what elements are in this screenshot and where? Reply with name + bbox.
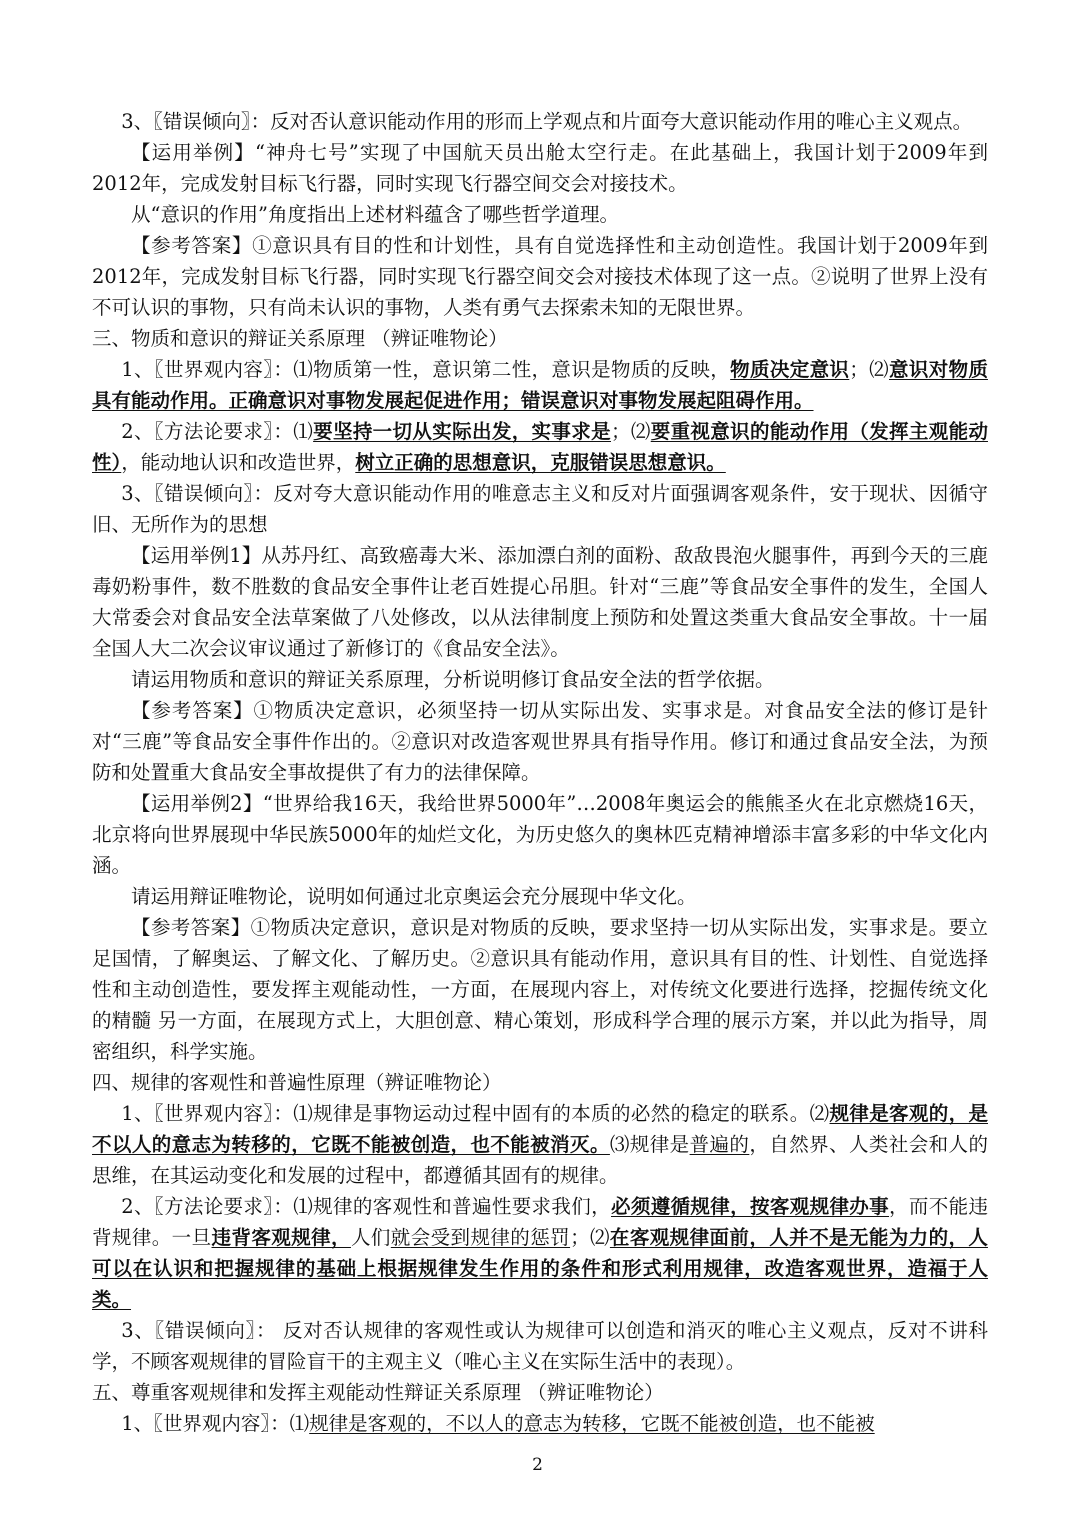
paragraph: [92, 199, 988, 230]
paragraph: [92, 788, 988, 881]
text-segment: ，能动地认识和改造世界，: [121, 451, 356, 474]
text-segment: 3、〖错误倾向〗： 反对否认规律的客观性或认为规律可以创造和消灭的唯心主义观点，反对不讲科学，不顾客观规律的冒险盲干的主观主义（唯心主义在实际生活中的表现）。: [92, 1319, 988, 1373]
text-segment: ；⑵: [611, 420, 651, 443]
paragraph: [92, 1098, 988, 1191]
emphasized-text: 意识对物质具有能动作用。正确意识对事物发展起促进作用；错误意识对事物发展起阻碍作用。: [92, 358, 988, 412]
emphasized-text: 违背客观规律，: [211, 1226, 351, 1249]
text-segment: ；⑵: [570, 1226, 610, 1249]
emphasized-text: 普遍的: [689, 1133, 750, 1156]
text-segment: 三、物质和意识的辩证关系原理 （辨证唯物论）: [92, 327, 508, 350]
paragraph: [92, 881, 988, 912]
paragraph: [92, 478, 988, 540]
paragraph: [92, 230, 988, 323]
text-segment: 3、〖错误倾向〗：反对夸大意识能动作用的唯意志主义和反对片面强调客观条件，安于现状、因循守旧、无所作为的思想: [92, 482, 988, 536]
text-segment: 1、〖世界观内容〗：⑴: [121, 1412, 310, 1435]
text-segment: ⑶规律是: [609, 1133, 690, 1156]
text-segment: 请运用辩证唯物论，说明如何通过北京奥运会充分展现中华文化。: [131, 885, 697, 908]
paragraph: [92, 1408, 988, 1439]
text-segment: 【参考答案】①意识具有目的性和计划性，具有自觉选择性和主动创造性。我国计划于2009年到2012年，完成发射目标飞行器，同时实现飞行器空间交会对接技术体现了这一点。②说明了世界上没有不可认识的事物，只有尚未认识的事物，人类有勇气去探索未知的无限世界。: [92, 234, 988, 319]
paragraph: [92, 106, 988, 137]
emphasized-text: 要重视意识的能动作用（发挥主观能动性）: [92, 420, 988, 474]
section-heading: [92, 323, 988, 354]
text-segment: 请运用物质和意识的辩证关系原理，分析说明修订食品安全法的哲学依据。: [131, 668, 775, 691]
text-segment: 四、规律的客观性和普遍性原理（辨证唯物论）: [92, 1071, 502, 1094]
paragraph: [92, 416, 988, 478]
text-segment: ，自然界、人类社会和人的思维，在其运动变化和发展的过程中，都遵循其固有的规律。: [92, 1133, 988, 1187]
emphasized-text: 规律是客观的，是不以人的意志为转移的，它既不能被创造，也不能被消灭。: [92, 1102, 988, 1156]
paragraph: [92, 137, 988, 199]
text-segment: 1、〖世界观内容〗：⑴物质第一性，意识第二性，意识是物质的反映，: [121, 358, 731, 381]
text-segment: 3、〖错误倾向〗：反对否认意识能动作用的形而上学观点和片面夸大意识能动作用的唯心主义观点。: [121, 110, 973, 133]
paragraph: [92, 695, 988, 788]
text-segment: 【运用举例1】从苏丹红、高致癌毒大米、添加漂白剂的面粉、敌敌畏泡火腿事件，再到今天的三鹿毒奶粉事件，数不胜数的食品安全事件让老百姓提心吊胆。针对“三鹿”等食品安全事件的发生，全国人大常委会对食品安全法草案做了八处修改，以从法律制度上预防和处置这类重大食品安全事故。十一届全国人大二次会议审议通过了新修订的《食品安全法》。: [92, 544, 988, 660]
paragraph: [92, 664, 988, 695]
text-segment: 【运用举例2】“世界给我16天，我给世界5000年”…2008年奥运会的熊熊圣火在北京燃烧16天，北京将向世界展现中华民族5000年的灿烂文化，为历史悠久的奥林匹克精神增添丰富多彩的中华文化内涵。: [92, 792, 988, 877]
section-heading: [92, 1377, 988, 1408]
paragraph: [92, 354, 988, 416]
text-segment: 【参考答案】①物质决定意识，必须坚持一切从实际出发、实事求是。对食品安全法的修订是针对“三鹿”等食品安全事件作出的。②意识对改造客观世界具有指导作用。修订和通过食品安全法，为预防和处置重大食品安全事故提供了有力的法律保障。: [92, 699, 988, 784]
section-heading: [92, 1067, 988, 1098]
emphasized-text: 就会受到规律的惩罚: [390, 1226, 571, 1249]
text-segment: 人们: [350, 1226, 391, 1249]
emphasized-text: 在客观规律面前，人并不是无能为力的，人可以在认识和把握规律的基础上根据规律发生作用的条件和形式利用规律，改造客观世界，造福于人类。: [92, 1226, 988, 1311]
paragraph: [92, 1315, 988, 1377]
text-segment: 五、尊重客观规律和发挥主观能动性辩证关系原理 （辨证唯物论）: [92, 1381, 664, 1404]
emphasized-text: 树立正确的思想意识，克服错误思想意识。: [355, 451, 726, 474]
text-segment: 从“意识的作用”角度指出上述材料蕴含了哪些哲学道理。: [131, 203, 619, 226]
page-number: 2: [532, 1455, 543, 1475]
emphasized-text: 规律是客观的，不以人的意志为转移，它既不能被创造，也不能被: [309, 1412, 875, 1435]
paragraph: [92, 912, 988, 1067]
emphasized-text: 要坚持一切从实际出发，实事求是: [313, 420, 611, 443]
emphasized-text: 必须遵循规律，按客观规律办事: [611, 1195, 890, 1218]
text-segment: ；⑵: [849, 358, 890, 381]
document-page: [92, 106, 988, 1439]
text-segment: 【参考答案】①物质决定意识，意识是对物质的反映，要求坚持一切从实际出发，实事求是。要立足国情，了解奥运、了解文化、了解历史。②意识具有能动作用，意识具有目的性、计划性、自觉选择性和主动创造性，要发挥主观能动性，一方面，在展现内容上，对传统文化要进行选择，挖掘传统文化的精髓 另一方面，在展现方式上，大胆创意、精心策划，形成科学合理的展示方案，并以此为指导，周密组织，科学实施。: [92, 916, 988, 1063]
text-segment: ，而不能违背规律。一旦: [92, 1195, 988, 1249]
text-segment: 1、〖世界观内容〗：⑴规律是事物运动过程中固有的本质的必然的稳定的联系。⑵: [121, 1102, 830, 1125]
paragraph: [92, 1191, 988, 1315]
text-segment: 【运用举例】“神舟七号”实现了中国航天员出舱太空行走。在此基础上，我国计划于2009年到2012年，完成发射目标飞行器，同时实现飞行器空间交会对接技术。: [92, 141, 988, 195]
text-segment: 2、〖方法论要求〗：⑴规律的客观性和普遍性要求我们，: [121, 1195, 611, 1218]
text-segment: 2、〖方法论要求〗：⑴: [121, 420, 314, 443]
paragraph: [92, 540, 988, 664]
emphasized-text: 物质决定意识: [730, 358, 850, 381]
